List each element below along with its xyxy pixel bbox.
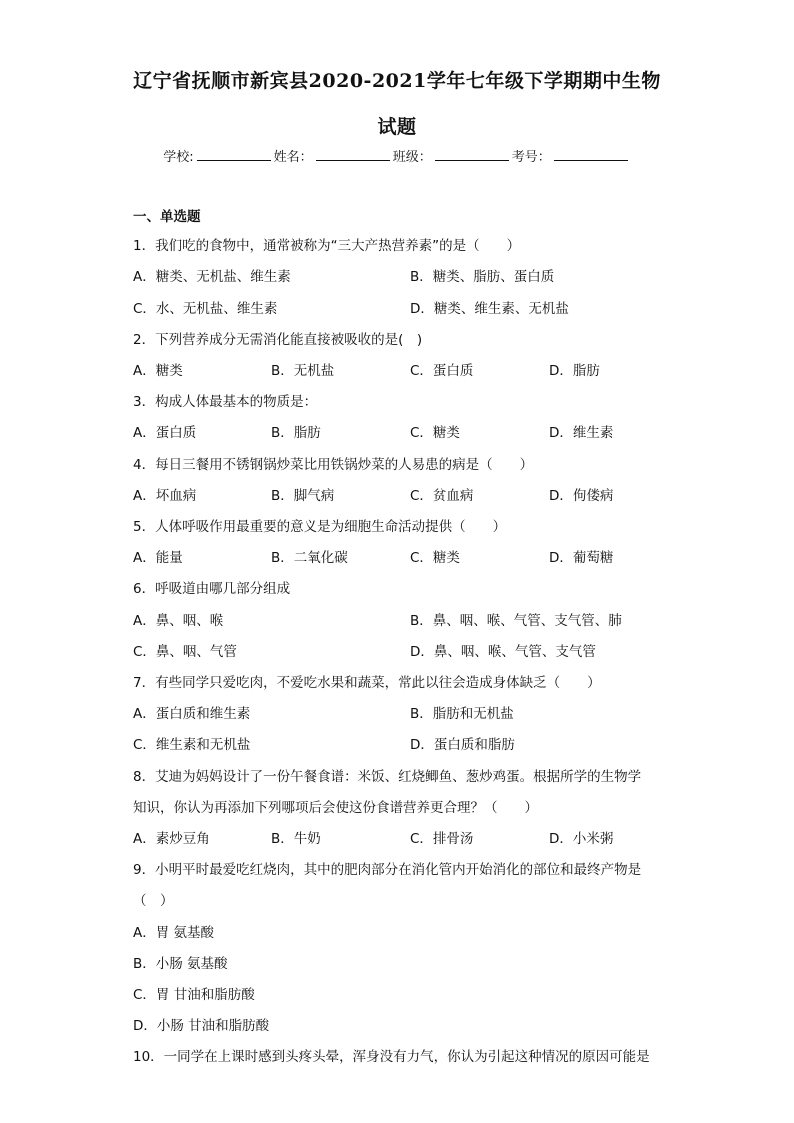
student-info-line — [0, 146, 794, 165]
exam-number-label: 考号： — [511, 150, 551, 165]
question-1: 1．我们吃的食物中，通常被称为“三大产热营养素”的是（ ） — [133, 238, 521, 254]
q7-option-a: A．蛋白质和维生素 — [133, 706, 251, 722]
q8-option-a: A．素炒豆角 — [133, 831, 210, 847]
q9-option-b: B．小肠 氨基酸 — [133, 956, 228, 972]
question-8: 8．艾迪为妈妈设计了一份午餐食谱：米饭、红烧鲫鱼、葱炒鸡蛋。根据所学的生物学 — [133, 769, 642, 785]
q5-option-d: D．葡萄糖 — [549, 550, 614, 566]
q4-option-c: C．贫血病 — [410, 488, 474, 504]
q2-option-b: B．无机盐 — [271, 363, 335, 379]
exam-title: 辽宁省抚顺市新宾县2020-2021学年七年级下学期期中生物 — [133, 70, 661, 92]
q6-option-d: D．鼻、咽、喉、气管、支气管 — [410, 644, 596, 660]
q4-option-a: A．坏血病 — [133, 488, 197, 504]
q3-option-b: B．脂肪 — [271, 425, 321, 441]
q8-option-b: B．牛奶 — [271, 831, 321, 847]
q5-option-a: A．能量 — [133, 550, 183, 566]
section-heading: 一、单选题 — [133, 209, 201, 225]
q1-option-a: A．糖类、无机盐、维生素 — [133, 269, 291, 285]
q6-option-a: A．鼻、咽、喉 — [133, 613, 224, 629]
q8-option-d: D．小米粥 — [549, 831, 614, 847]
q9-option-c: C．胃 甘油和脂肪酸 — [133, 987, 255, 1003]
q8-option-c: C．排骨汤 — [410, 831, 474, 847]
q9-option-a: A．胃 氨基酸 — [133, 925, 215, 941]
question-7: 7．有些同学只爱吃肉，不爱吃水果和蔬菜，常此以往会造成身体缺乏（ ） — [133, 675, 601, 691]
question-4: 4．每日三餐用不锈钢锅炒菜比用铁锅炒菜的人易患的病是（ ） — [133, 457, 534, 473]
question-10: 10．一同学在上课时感到头疼头晕，浑身没有力气，你认为引起这种情况的原因可能是 — [133, 1049, 650, 1065]
exam-title-continued: 试题 — [377, 116, 417, 138]
q7-option-c: C．维生素和无机盐 — [133, 737, 251, 753]
question-8-continued: 知识，你认为再添加下列哪项后会使这份食谱营养更合理？（ ） — [133, 800, 538, 816]
q7-option-b: B．脂肪和无机盐 — [410, 706, 514, 722]
q7-option-d: D．蛋白质和脂肪 — [410, 737, 515, 753]
question-5: 5．人体呼吸作用最重要的意义是为细胞生命活动提供（ ） — [133, 519, 507, 535]
q5-option-c: C．糖类 — [410, 550, 460, 566]
school-label: 学校: — [163, 150, 194, 165]
name-label: 姓名： — [273, 150, 313, 165]
q1-option-d: D．糖类、维生素、无机盐 — [410, 301, 569, 317]
question-2: 2．下列营养成分无需消化能直接被吸收的是( ) — [133, 332, 423, 348]
q4-option-b: B．脚气病 — [271, 488, 335, 504]
q1-option-b: B．糖类、脂肪、蛋白质 — [410, 269, 555, 285]
q2-option-a: A．糖类 — [133, 363, 183, 379]
q4-option-d: D．佝偻病 — [549, 488, 614, 504]
school-blank[interactable] — [197, 148, 271, 161]
class-label: 班级： — [392, 150, 432, 165]
q2-option-d: D．脂肪 — [549, 363, 600, 379]
q3-option-c: C．糖类 — [410, 425, 460, 441]
question-9-continued: （ ） — [133, 893, 174, 909]
q3-option-d: D．维生素 — [549, 425, 614, 441]
exam-number-blank[interactable] — [554, 148, 628, 161]
q2-option-c: C．蛋白质 — [410, 363, 474, 379]
q3-option-a: A．蛋白质 — [133, 425, 197, 441]
question-9: 9．小明平时最爱吃红烧肉，其中的肥肉部分在消化管内开始消化的部位和最终产物是 — [133, 862, 642, 878]
q6-option-b: B．鼻、咽、喉、气管、支气管、肺 — [410, 613, 622, 629]
q5-option-b: B．二氧化碳 — [271, 550, 348, 566]
q1-option-c: C．水、无机盐、维生素 — [133, 301, 278, 317]
q6-option-c: C．鼻、咽、气管 — [133, 644, 237, 660]
class-blank[interactable] — [435, 148, 509, 161]
question-6: 6．呼吸道由哪几部分组成 — [133, 581, 291, 597]
question-3: 3．构成人体最基本的物质是： — [133, 394, 318, 410]
q9-option-d: D．小肠 甘油和脂肪酸 — [133, 1018, 270, 1034]
name-blank[interactable] — [316, 148, 390, 161]
